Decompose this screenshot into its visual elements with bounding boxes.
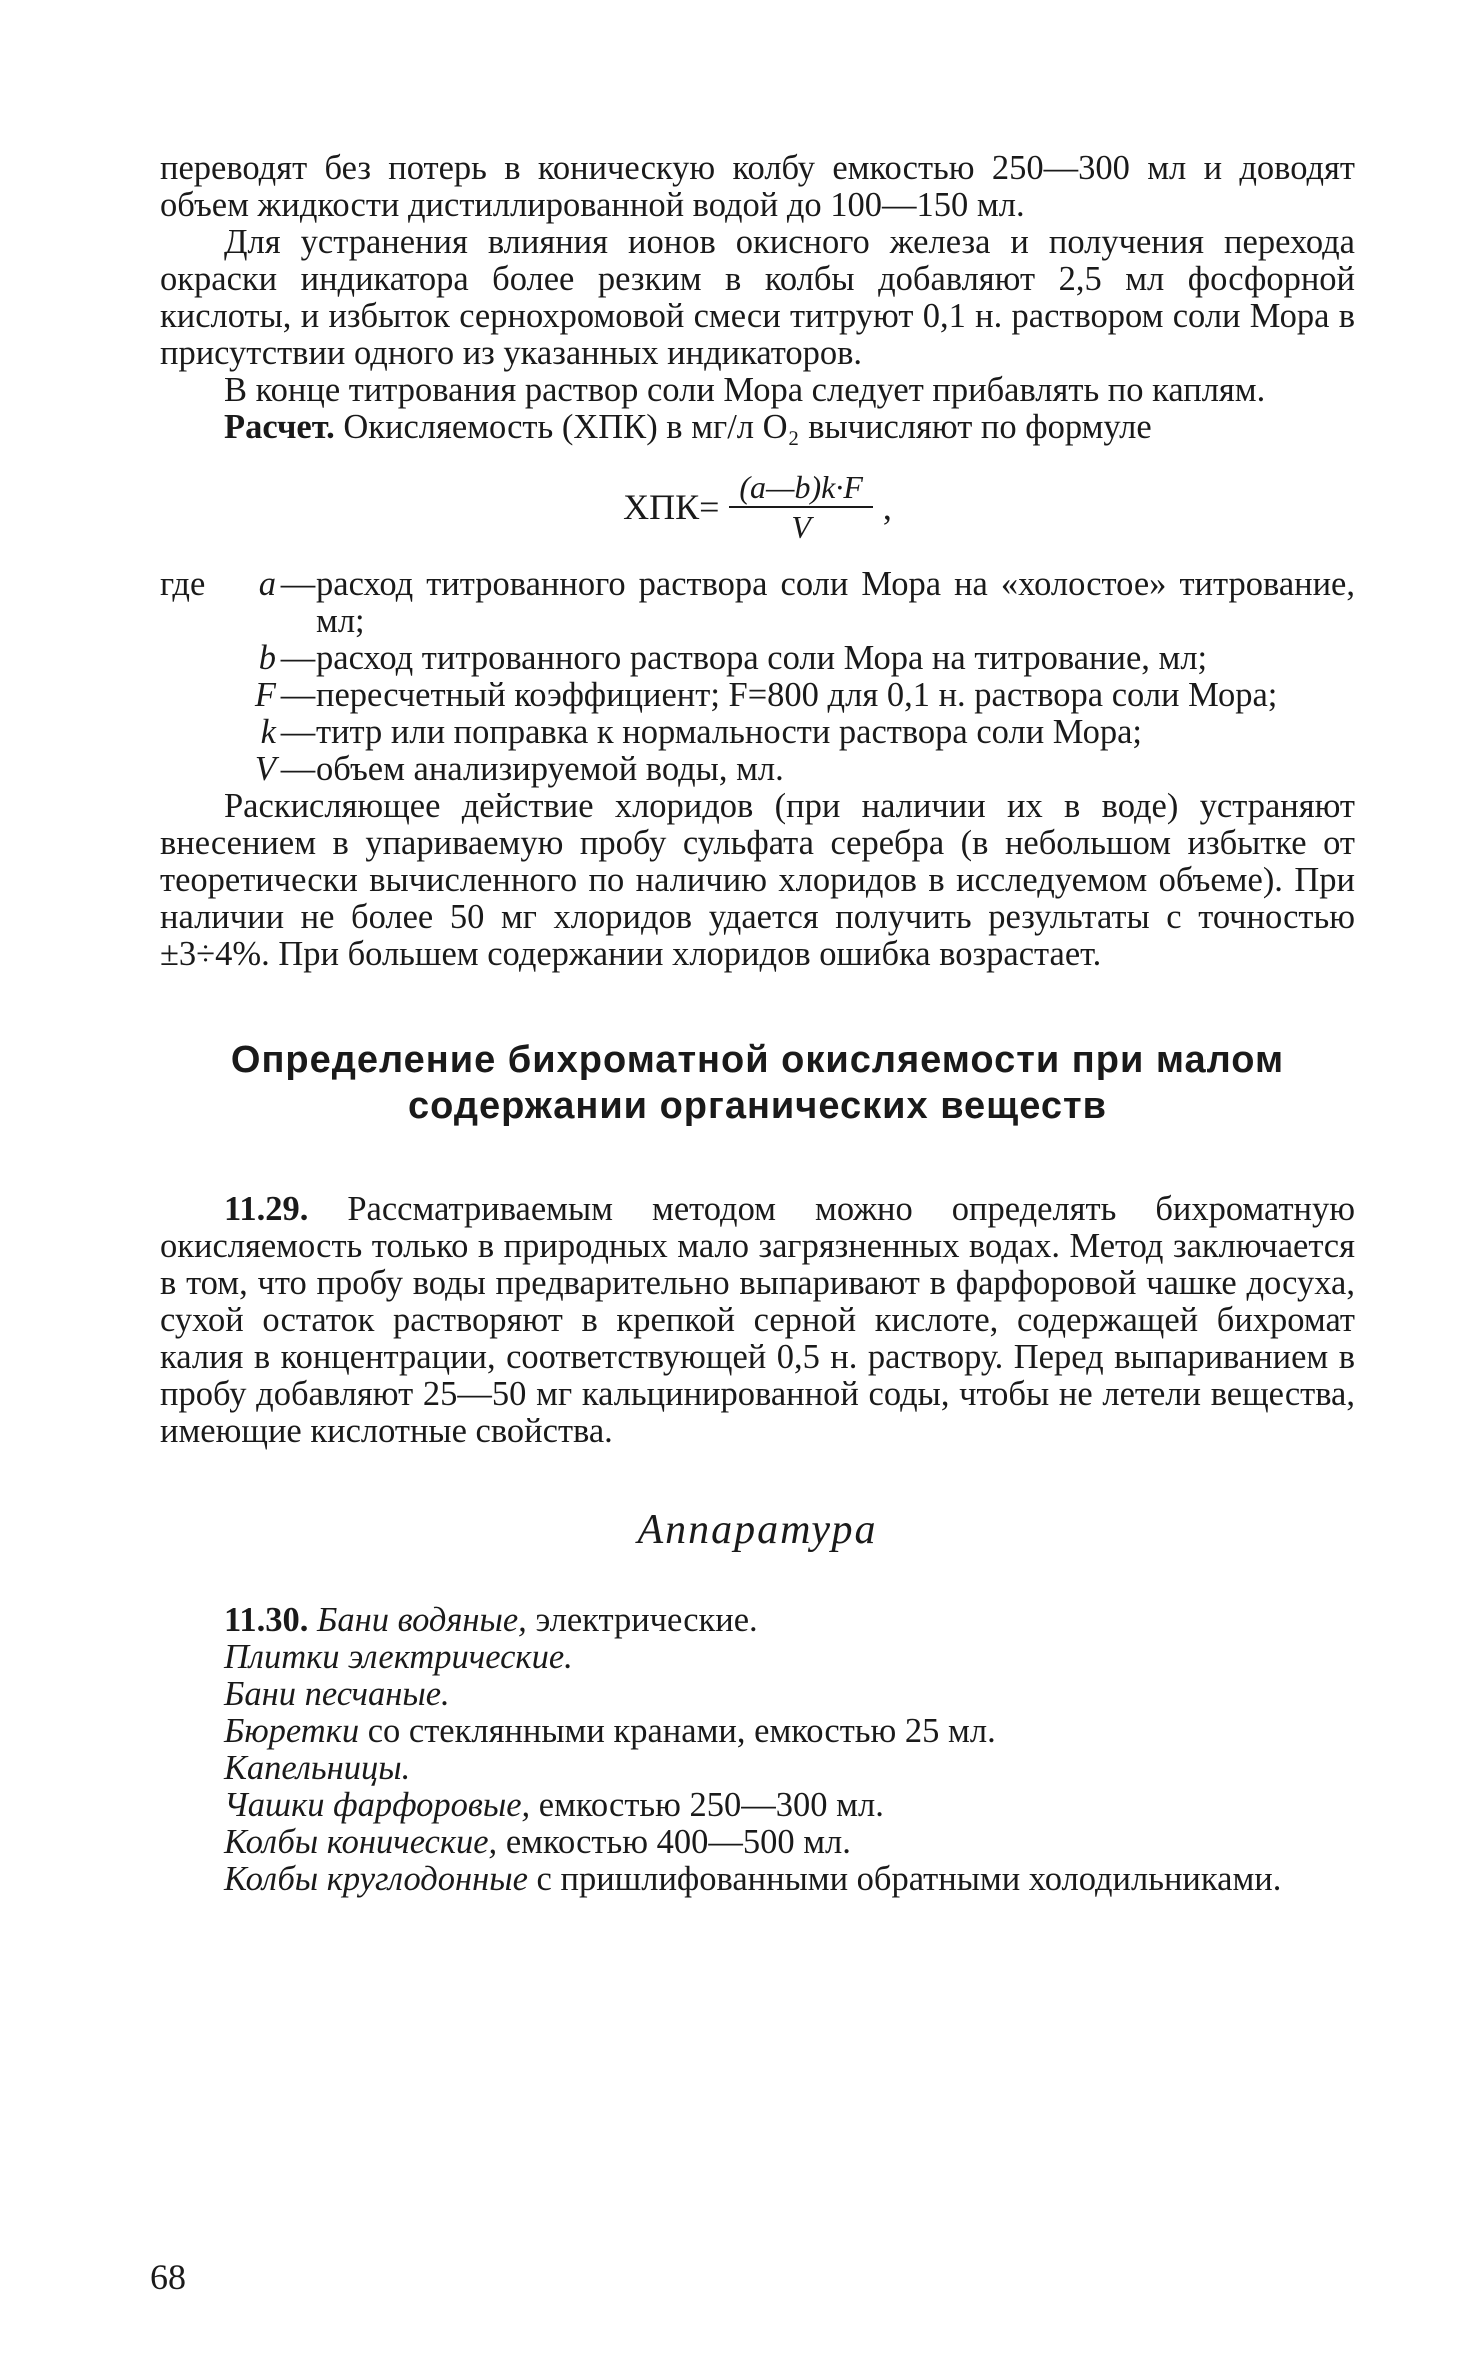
- section-title-line2: содержании органических веществ: [408, 1085, 1107, 1127]
- equipment-detail: со стеклянными кранами, емкостью 25 мл.: [367, 1712, 996, 1750]
- definition-row: [160, 566, 1355, 640]
- formula-denominator: V: [791, 509, 811, 545]
- definition-text: объем анализируемой воды, мл.: [316, 750, 784, 788]
- equipment-item: [160, 1787, 1355, 1824]
- calculation-text: Окисляемость (ХПК) в мг/л O₂ вычисляют по формуле: [343, 408, 1152, 446]
- subsection-title: Аппаратура: [637, 1507, 878, 1553]
- formula-fraction: [729, 468, 873, 546]
- cod-formula: [160, 468, 1355, 546]
- formula-tail: ,: [882, 486, 892, 527]
- definition-dash: —: [280, 676, 316, 714]
- formula-lhs: ХПК=: [623, 486, 720, 527]
- equipment-item: [160, 1824, 1355, 1861]
- formula-numerator: (a—b)k·F: [729, 468, 873, 508]
- paragraph-continuation: переводят без потерь в коническую колбу емкостью 250—300 мл и доводят объем жидкости дистиллированной водой до 100—150 мл.: [160, 149, 1355, 224]
- clause-text: Рассматриваемым методом можно определять бихроматную окисляемость только в природных мало загрязненных водах. Метод заключается в том, что пробу воды предварительно выпаривают в фарфоровой чашке досуха, сухой остаток растворяют в крепкой серной кислоте, содержащей бихромат калия в концентрации, соответствующей 0,5 н. раствору. Перед выпариванием в пробу добавляют 25—50 мг кальцинированной соды, чтобы не летели вещества, имеющие кислотные свойства.: [160, 1190, 1356, 1450]
- equipment-item: [160, 1602, 1355, 1639]
- definition-dash: —: [280, 713, 316, 751]
- equipment-detail: емкостью 400—500 мл.: [505, 1823, 851, 1861]
- equipment-detail: емкостью 250—300 мл.: [538, 1786, 884, 1824]
- equipment-item: [160, 1861, 1355, 1898]
- definition-row: [160, 714, 1355, 751]
- paragraph-11-29: [160, 1191, 1355, 1450]
- clause-number: 11.29.: [224, 1190, 309, 1228]
- definition-lead: где: [160, 565, 206, 603]
- equipment-name: Колбы круглодонные: [224, 1860, 528, 1898]
- section-title: [160, 1037, 1355, 1129]
- equipment-name: Чашки фарфоровые,: [224, 1786, 531, 1824]
- definition-text: расход титрованного раствора соли Мора на «холостое» титрование, мл;: [316, 565, 1355, 640]
- paragraph-iron-ions: Для устранения влияния ионов окисного железа и получения перехода окраски индикатора более резким в колбы добавляют 2,5 мл фосфорной кислоты, и избыток сернохромовой смеси титруют 0,1 н. раствором соли Мора в присутствии одного из указанных индикаторов.: [160, 223, 1355, 372]
- equipment-item: [160, 1750, 1355, 1787]
- equipment-name: Плитки электрические.: [224, 1638, 573, 1676]
- equipment-item: [160, 1639, 1355, 1676]
- equipment-detail: электрические.: [535, 1601, 758, 1639]
- definition-symbol: k: [260, 713, 276, 751]
- definition-symbol: F: [254, 676, 276, 714]
- equipment-name: Колбы конические,: [224, 1823, 498, 1861]
- clause-number: 11.30.: [224, 1601, 309, 1639]
- equipment-detail: с пришлифованными обратными холодильниками.: [536, 1860, 1282, 1898]
- equipment-name: Бюретки: [224, 1712, 360, 1750]
- paragraph-titration-end: В конце титрования раствор соли Мора следует прибавлять по каплям.: [224, 371, 1266, 409]
- equipment-list: [160, 1602, 1355, 1898]
- definition-dash: —: [280, 565, 316, 603]
- definition-text: расход титрованного раствора соли Мора на титрование, мл;: [316, 639, 1208, 677]
- page-number: 68: [150, 2257, 186, 2297]
- equipment-name: Бани песчаные.: [224, 1675, 450, 1713]
- definition-dash: —: [280, 750, 316, 788]
- definition-symbol: a: [258, 565, 276, 603]
- definition-row: [160, 751, 1355, 788]
- section-title-line1: Определение бихроматной окисляемости при малом: [230, 1039, 1285, 1081]
- definition-text: титр или поправка к нормальности раствора соли Мора;: [316, 713, 1142, 751]
- definition-symbol: b: [258, 639, 276, 677]
- definition-dash: —: [280, 639, 316, 677]
- paragraph-chlorides: Раскисляющее действие хлоридов (при наличии их в воде) устраняют внесением в упариваемую пробу сульфата серебра (в небольшом избытке от теоретически вычисленного по наличию хлоридов в исследуемом объеме). При наличии не более 50 мг хлоридов удается получить результаты с точностью ±3÷4%. При большем содержании хлоридов ошибка возрастает.: [160, 787, 1355, 973]
- equipment-name: Бани водяные,: [316, 1601, 527, 1639]
- equipment-item: [160, 1676, 1355, 1713]
- paragraph-calculation: [160, 409, 1355, 446]
- definition-row: [160, 640, 1355, 677]
- definition-row: [160, 677, 1355, 714]
- definition-symbol: V: [254, 750, 276, 788]
- equipment-name: Капельницы.: [224, 1749, 411, 1787]
- variable-definitions: [160, 566, 1355, 788]
- page-content: [160, 150, 1355, 1898]
- definition-text: пересчетный коэффициент; F=800 для 0,1 н. раствора соли Мора;: [316, 676, 1278, 714]
- calculation-label: Расчет.: [224, 408, 335, 446]
- equipment-item: [160, 1713, 1355, 1750]
